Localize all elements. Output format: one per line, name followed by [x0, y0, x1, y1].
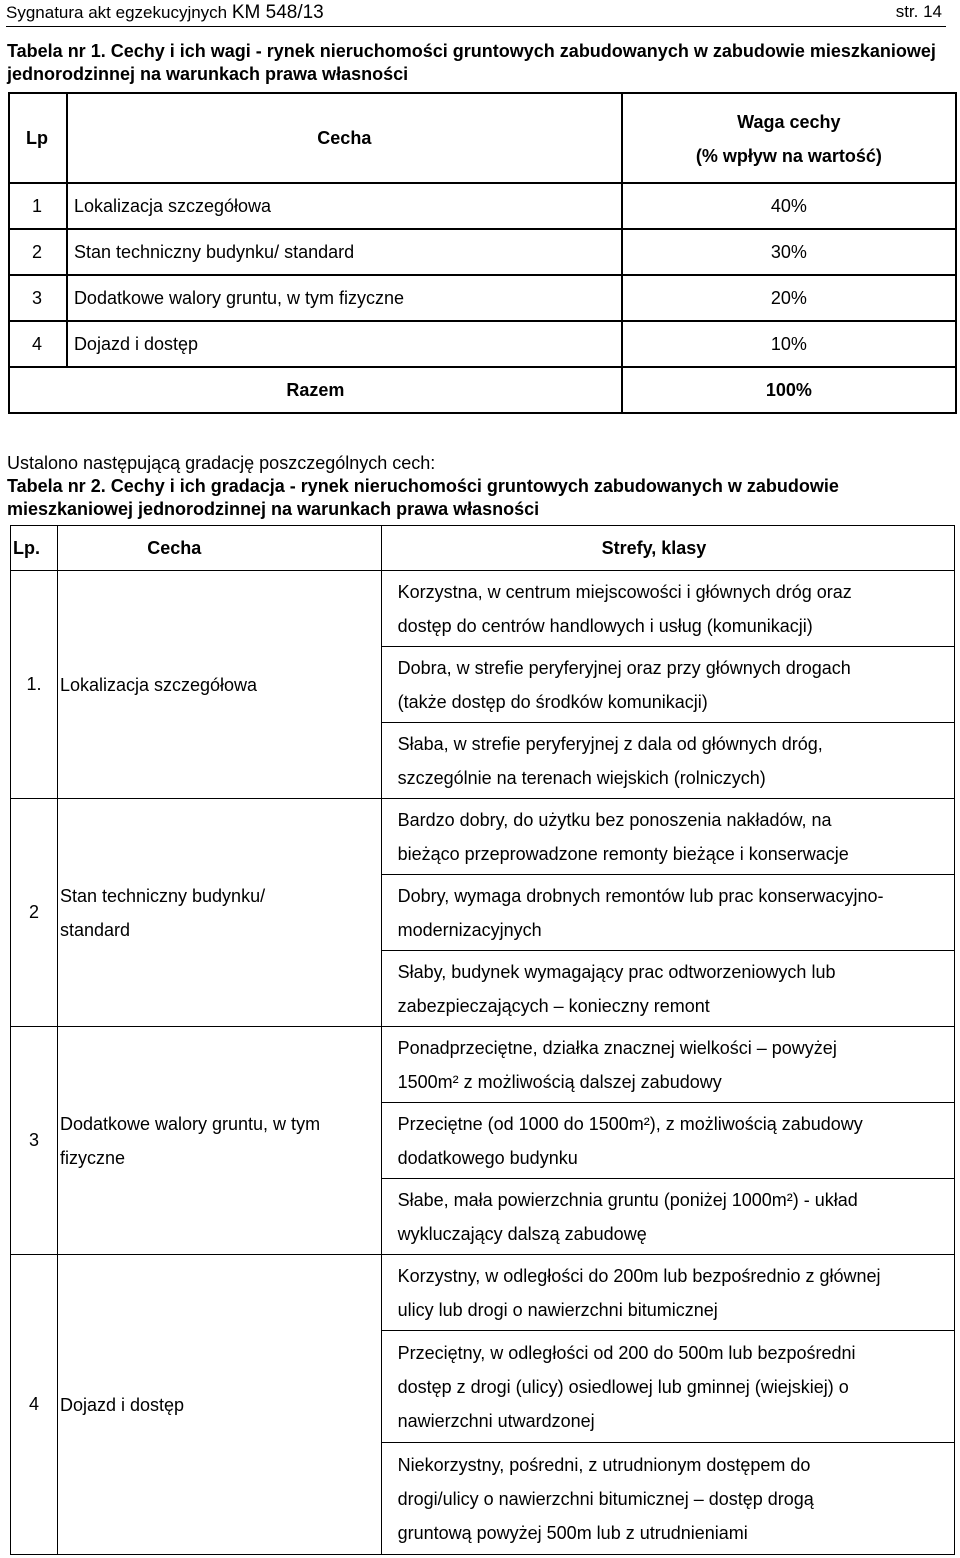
- t2-grade: [381, 875, 954, 951]
- grade-line: Dobry, wymaga drobnych remontów lub prac konserwacyjno-: [397, 885, 884, 906]
- grade-line: wykluczający dalszą zabudowę: [397, 1223, 647, 1244]
- table1-caption: Tabela nr 1. Cechy i ich wagi - rynek nieruchomości gruntowych zabudowanych w zabudowie mieszkaniowej jednorodzinnej na warunkach prawa własności: [7, 41, 936, 84]
- grade-line: Korzystna, w centrum miejscowości i głównych dróg oraz: [397, 581, 852, 602]
- signature-number: KM 548/13: [231, 2, 324, 23]
- intro-text: Ustalono następującą gradację poszczególnych cech:: [7, 453, 436, 473]
- grade-line: dodatkowego budynku: [397, 1147, 578, 1168]
- table-row: [11, 1255, 955, 1331]
- table-row: [9, 321, 956, 367]
- t2-grade: [381, 799, 954, 875]
- grade-line: 1500m² z możliwością dalszej zabudowy: [397, 1071, 722, 1092]
- t1-cecha: Dodatkowe walory gruntu, w tym fizyczne: [67, 275, 622, 321]
- t2-grade: [381, 1255, 954, 1331]
- grade-line: Przeciętny, w odległości od 200 do 500m lub bezpośredni: [397, 1342, 856, 1363]
- total-row: [9, 367, 956, 413]
- grade-line: nawierzchni utwardzonej: [397, 1410, 595, 1431]
- table2-caption: Tabela nr 2. Cechy i ich gradacja - rynek nieruchomości gruntowych zabudowanych w zabudowie mieszkaniowej jednorodzinnej na warunkach prawa własności: [7, 476, 839, 519]
- t2-cecha-line: Dojazd i dostęp: [59, 1394, 185, 1415]
- t1-cecha: Dojazd i dostęp: [67, 321, 622, 367]
- grade-line: Słaby, budynek wymagający prac odtworzeniowych lub: [397, 961, 836, 982]
- grade-line: drogi/ulicy o nawierzchni bitumicznej – dostęp drogą: [397, 1488, 814, 1509]
- table-row: [9, 275, 956, 321]
- t1-header-waga-line2: (% wpływ na wartość): [695, 146, 882, 166]
- t2-grade: [381, 1027, 954, 1103]
- t2-cecha-line: Stan techniczny budynku/: [59, 885, 266, 906]
- grade-line: bieżąco przeprowadzone remonty bieżące i konserwacje: [397, 843, 849, 864]
- t2-grade: [381, 1443, 954, 1555]
- case-signature: [6, 2, 324, 24]
- t2-grade: [381, 647, 954, 723]
- t2-cecha: [57, 1255, 381, 1555]
- table-row: [11, 799, 955, 875]
- t1-header-waga-line1: Waga cechy: [737, 112, 841, 132]
- grade-line: gruntową powyżej 500m lub z utrudnieniami: [397, 1522, 748, 1543]
- t1-waga: 20%: [622, 275, 956, 321]
- t1-header-waga: [622, 93, 956, 183]
- t2-lp: 3: [11, 1027, 58, 1255]
- grade-line: dostęp do centrów handlowych i usług (komunikacji): [397, 615, 813, 636]
- t2-cecha-line: Dodatkowe walory gruntu, w tym: [59, 1113, 321, 1134]
- t1-waga: 10%: [622, 321, 956, 367]
- table-row: [11, 571, 955, 647]
- t2-grade: [381, 951, 954, 1027]
- t1-header-cecha: Cecha: [67, 93, 622, 183]
- t2-grade: [381, 1331, 954, 1443]
- t1-cecha: Lokalizacja szczegółowa: [67, 183, 622, 229]
- t2-grade: [381, 1103, 954, 1179]
- t2-cecha: [57, 1027, 381, 1255]
- t2-cecha-line: standard: [59, 919, 131, 940]
- page-number: str. 14: [895, 2, 942, 21]
- grade-line: Korzystny, w odległości do 200m lub bezpośrednio z głównej: [397, 1265, 881, 1286]
- t2-cecha: [57, 799, 381, 1027]
- grade-line: modernizacyjnych: [397, 919, 542, 940]
- gradation-table: [10, 525, 955, 1555]
- t1-lp: 1: [9, 183, 67, 229]
- t2-lp: 1.: [11, 571, 58, 799]
- t2-header-cecha: Cecha: [57, 526, 381, 571]
- t1-total-value: 100%: [622, 367, 956, 413]
- page-header: [6, 2, 942, 26]
- t1-lp: 4: [9, 321, 67, 367]
- table-row: [9, 183, 956, 229]
- header-divider: [6, 26, 946, 27]
- grade-line: szczególnie na terenach wiejskich (rolniczych): [397, 767, 766, 788]
- t1-total-label: Razem: [9, 367, 622, 413]
- grade-line: zabezpieczających – konieczny remont: [397, 995, 710, 1016]
- grade-line: Przeciętne (od 1000 do 1500m²), z możliwością zabudowy: [397, 1113, 863, 1134]
- grade-line: Ponadprzeciętne, działka znacznej wielkości – powyżej: [397, 1037, 837, 1058]
- t2-lp: 4: [11, 1255, 58, 1555]
- t1-lp: 3: [9, 275, 67, 321]
- grade-line: (także dostęp do środków komunikacji): [397, 691, 708, 712]
- grade-line: ulicy lub drogi o nawierzchni bitumicznej: [397, 1299, 718, 1320]
- t2-cecha: [57, 571, 381, 799]
- t1-lp: 2: [9, 229, 67, 275]
- t2-header-strefy: Strefy, klasy: [381, 526, 954, 571]
- grade-line: Słaba, w strefie peryferyjnej z dala od głównych dróg,: [397, 733, 823, 754]
- signature-prefix: Sygnatura akt egzekucyjnych: [6, 3, 228, 22]
- t2-lp: 2: [11, 799, 58, 1027]
- t2-cecha-line: Lokalizacja szczegółowa: [59, 674, 258, 695]
- t2-grade: [381, 571, 954, 647]
- t2-header-lp: Lp.: [11, 526, 58, 571]
- t1-waga: 30%: [622, 229, 956, 275]
- t1-waga: 40%: [622, 183, 956, 229]
- grade-line: Bardzo dobry, do użytku bez ponoszenia nakładów, na: [397, 809, 832, 830]
- t1-cecha: Stan techniczny budynku/ standard: [67, 229, 622, 275]
- table-row: [11, 1027, 955, 1103]
- grade-line: Słabe, mała powierzchnia gruntu (poniżej 1000m²) - układ: [397, 1189, 858, 1210]
- grade-line: Dobra, w strefie peryferyjnej oraz przy głównych drogach: [397, 657, 851, 678]
- t2-cecha-line: fizyczne: [59, 1147, 125, 1168]
- grade-line: dostęp z drogi (ulicy) osiedlowej lub gminnej (wiejskiej) o: [397, 1376, 849, 1397]
- grade-line: Niekorzystny, pośredni, z utrudnionym dostępem do: [397, 1454, 811, 1475]
- t2-grade: [381, 1179, 954, 1255]
- t1-header-lp: Lp: [9, 93, 67, 183]
- t2-grade: [381, 723, 954, 799]
- weights-table: [8, 92, 957, 414]
- table-row: [9, 229, 956, 275]
